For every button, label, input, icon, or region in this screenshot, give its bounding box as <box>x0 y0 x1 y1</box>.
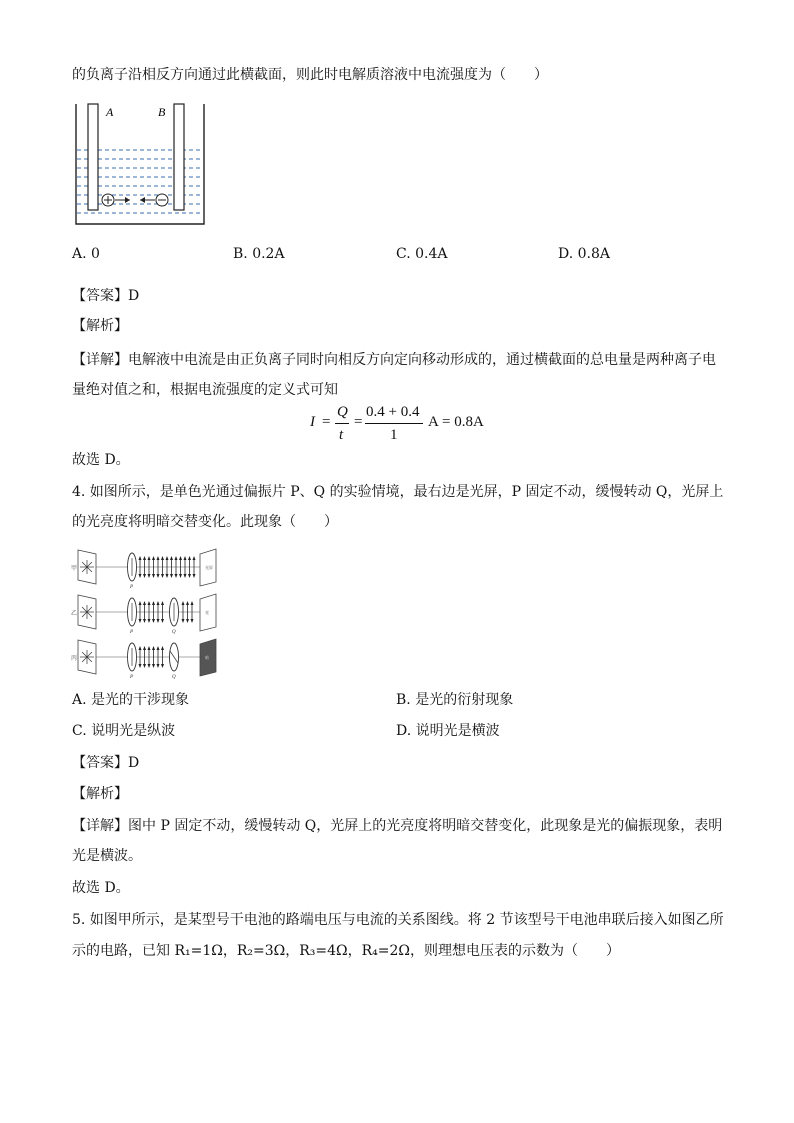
q3-conclusion: 故选 D。 <box>72 452 130 468</box>
q4-stem-line2: 的光亮度将明暗交替变化。此现象（ ） <box>72 514 338 530</box>
q3-option-b[interactable]: B. 0.2A <box>233 246 285 262</box>
polarizer-figure <box>70 545 220 685</box>
electrode-b-label: B <box>158 105 166 119</box>
electrolysis-figure <box>70 100 210 230</box>
row-label: 甲 <box>71 566 78 572</box>
q3-option-d[interactable]: D. 0.8A <box>558 246 611 262</box>
q-label: Q <box>172 675 176 680</box>
q3-answer: 【答案】D <box>72 288 140 304</box>
q3-stem-tail: 的负离子沿相反方向通过此横截面，则此时电解质溶液中电流强度为（ ） <box>72 67 548 83</box>
q4-option-c[interactable]: C. 说明光是纵波 <box>72 723 176 739</box>
q4-answer: 【答案】D <box>72 755 140 771</box>
p-label: P <box>130 585 134 590</box>
q3-detail-line1: 【详解】电解液中电流是由正负离子同时向相反方向定向移动形成的，通过横截面的总电量是两种离子电 <box>72 352 716 368</box>
q3-detail-line2: 量绝对值之和，根据电流强度的定义式可知 <box>72 382 338 398</box>
p-label: P <box>130 675 134 680</box>
q4-option-a[interactable]: A. 是光的干涉现象 <box>72 692 190 708</box>
q4-option-b[interactable]: B. 是光的衍射现象 <box>396 692 514 708</box>
screen-label: 光屏 <box>205 565 213 570</box>
q5-stem-line1: 5. 如图甲所示，是某型号干电池的路端电压与电流的关系图线。将 2 节该型号干电池串联后接入如图乙所 <box>72 912 724 928</box>
screen-label: 暗 <box>205 655 209 660</box>
q3-analysis-label: 【解析】 <box>72 318 128 334</box>
q3-option-a[interactable]: A. 0 <box>72 246 100 262</box>
q4-detail-line1: 【详解】图中 P 固定不动，缓慢转动 Q，光屏上的光亮度将明暗交替变化，此现象是光的偏振现象，表明 <box>72 818 723 834</box>
screen-label: 亮 <box>205 610 209 615</box>
q4-stem-line1: 4. 如图所示，是单色光通过偏振片 P、Q 的实验情境，最右边是光屏，P 固定不动，缓慢转动 Q，光屏上 <box>72 484 724 500</box>
q-label: Q <box>172 630 176 635</box>
q4-conclusion: 故选 D。 <box>72 880 130 896</box>
q5-stem-line2: 示的电路，已知 R₁=1Ω，R₂=3Ω，R₃=4Ω，R₄=2Ω，则理想电压表的示数为（ ） <box>72 943 621 959</box>
row-label: 丙 <box>71 656 78 662</box>
electrode-a-label: A <box>106 105 114 119</box>
q4-option-d[interactable]: D. 说明光是横波 <box>396 723 500 739</box>
p-label: P <box>130 630 134 635</box>
row-label: 乙 <box>71 611 78 617</box>
q4-detail-line2: 光是横波。 <box>72 848 142 864</box>
q4-analysis-label: 【解析】 <box>72 786 128 802</box>
q3-option-c[interactable]: C. 0.4A <box>396 246 448 262</box>
